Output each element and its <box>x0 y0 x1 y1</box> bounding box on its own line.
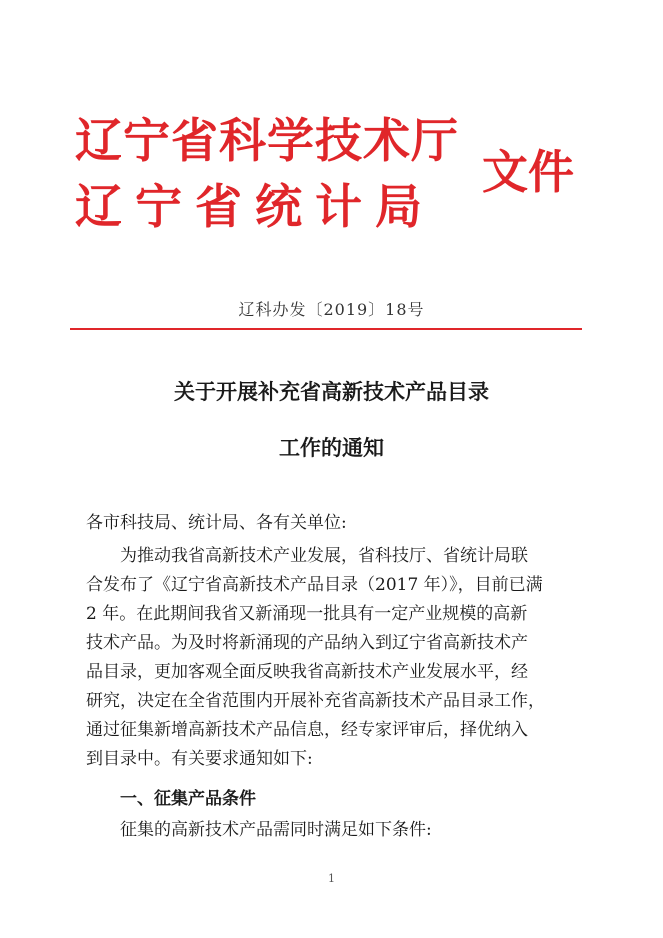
body-paragraph <box>86 542 578 774</box>
paragraph-line: 技术产品。为及时将新涌现的产品纳入到辽宁省高新技术产 <box>86 633 528 653</box>
document-type-label: 文件 <box>482 145 574 199</box>
paragraph-line: 到目录中。有关要求通知如下: <box>86 749 313 769</box>
page-number: 1 <box>328 872 335 885</box>
paragraph-line: 研究，决定在全省范围内开展补充省高新技术产品目录工作， <box>86 691 545 711</box>
paragraph-line: 合发布了《辽宁省高新技术产品目录（2017 年）》，目前已满 <box>86 575 543 595</box>
paragraph-line: 通过征集新增高新技术产品信息，经专家评审后，择优纳入 <box>86 720 528 740</box>
red-divider-line <box>70 328 582 330</box>
paragraph-line: 品目录，更加客观全面反映我省高新技术产业发展水平，经 <box>86 662 528 682</box>
issuer-name-statistics-bureau: 辽宁省统计局 <box>75 180 435 235</box>
document-number: 辽科办发〔2019〕18号 <box>238 300 425 319</box>
section-paragraph: 征集的高新技术产品需同时满足如下条件: <box>120 820 432 840</box>
section-heading: 一、征集产品条件 <box>120 789 256 809</box>
issuer-name-science-dept: 辽宁省科学技术厅 <box>75 114 459 169</box>
salutation: 各市科技局、统计局、各有关单位: <box>86 513 347 533</box>
document-title-line-2: 工作的通知 <box>279 435 384 460</box>
paragraph-line: 2 年。在此期间我省又新涌现一批具有一定产业规模的高新 <box>86 604 528 624</box>
paragraph-line: 为推动我省高新技术产业发展，省科技厅、省统计局联 <box>120 546 528 566</box>
document-title-line-1: 关于开展补充省高新技术产品目录 <box>174 379 489 404</box>
